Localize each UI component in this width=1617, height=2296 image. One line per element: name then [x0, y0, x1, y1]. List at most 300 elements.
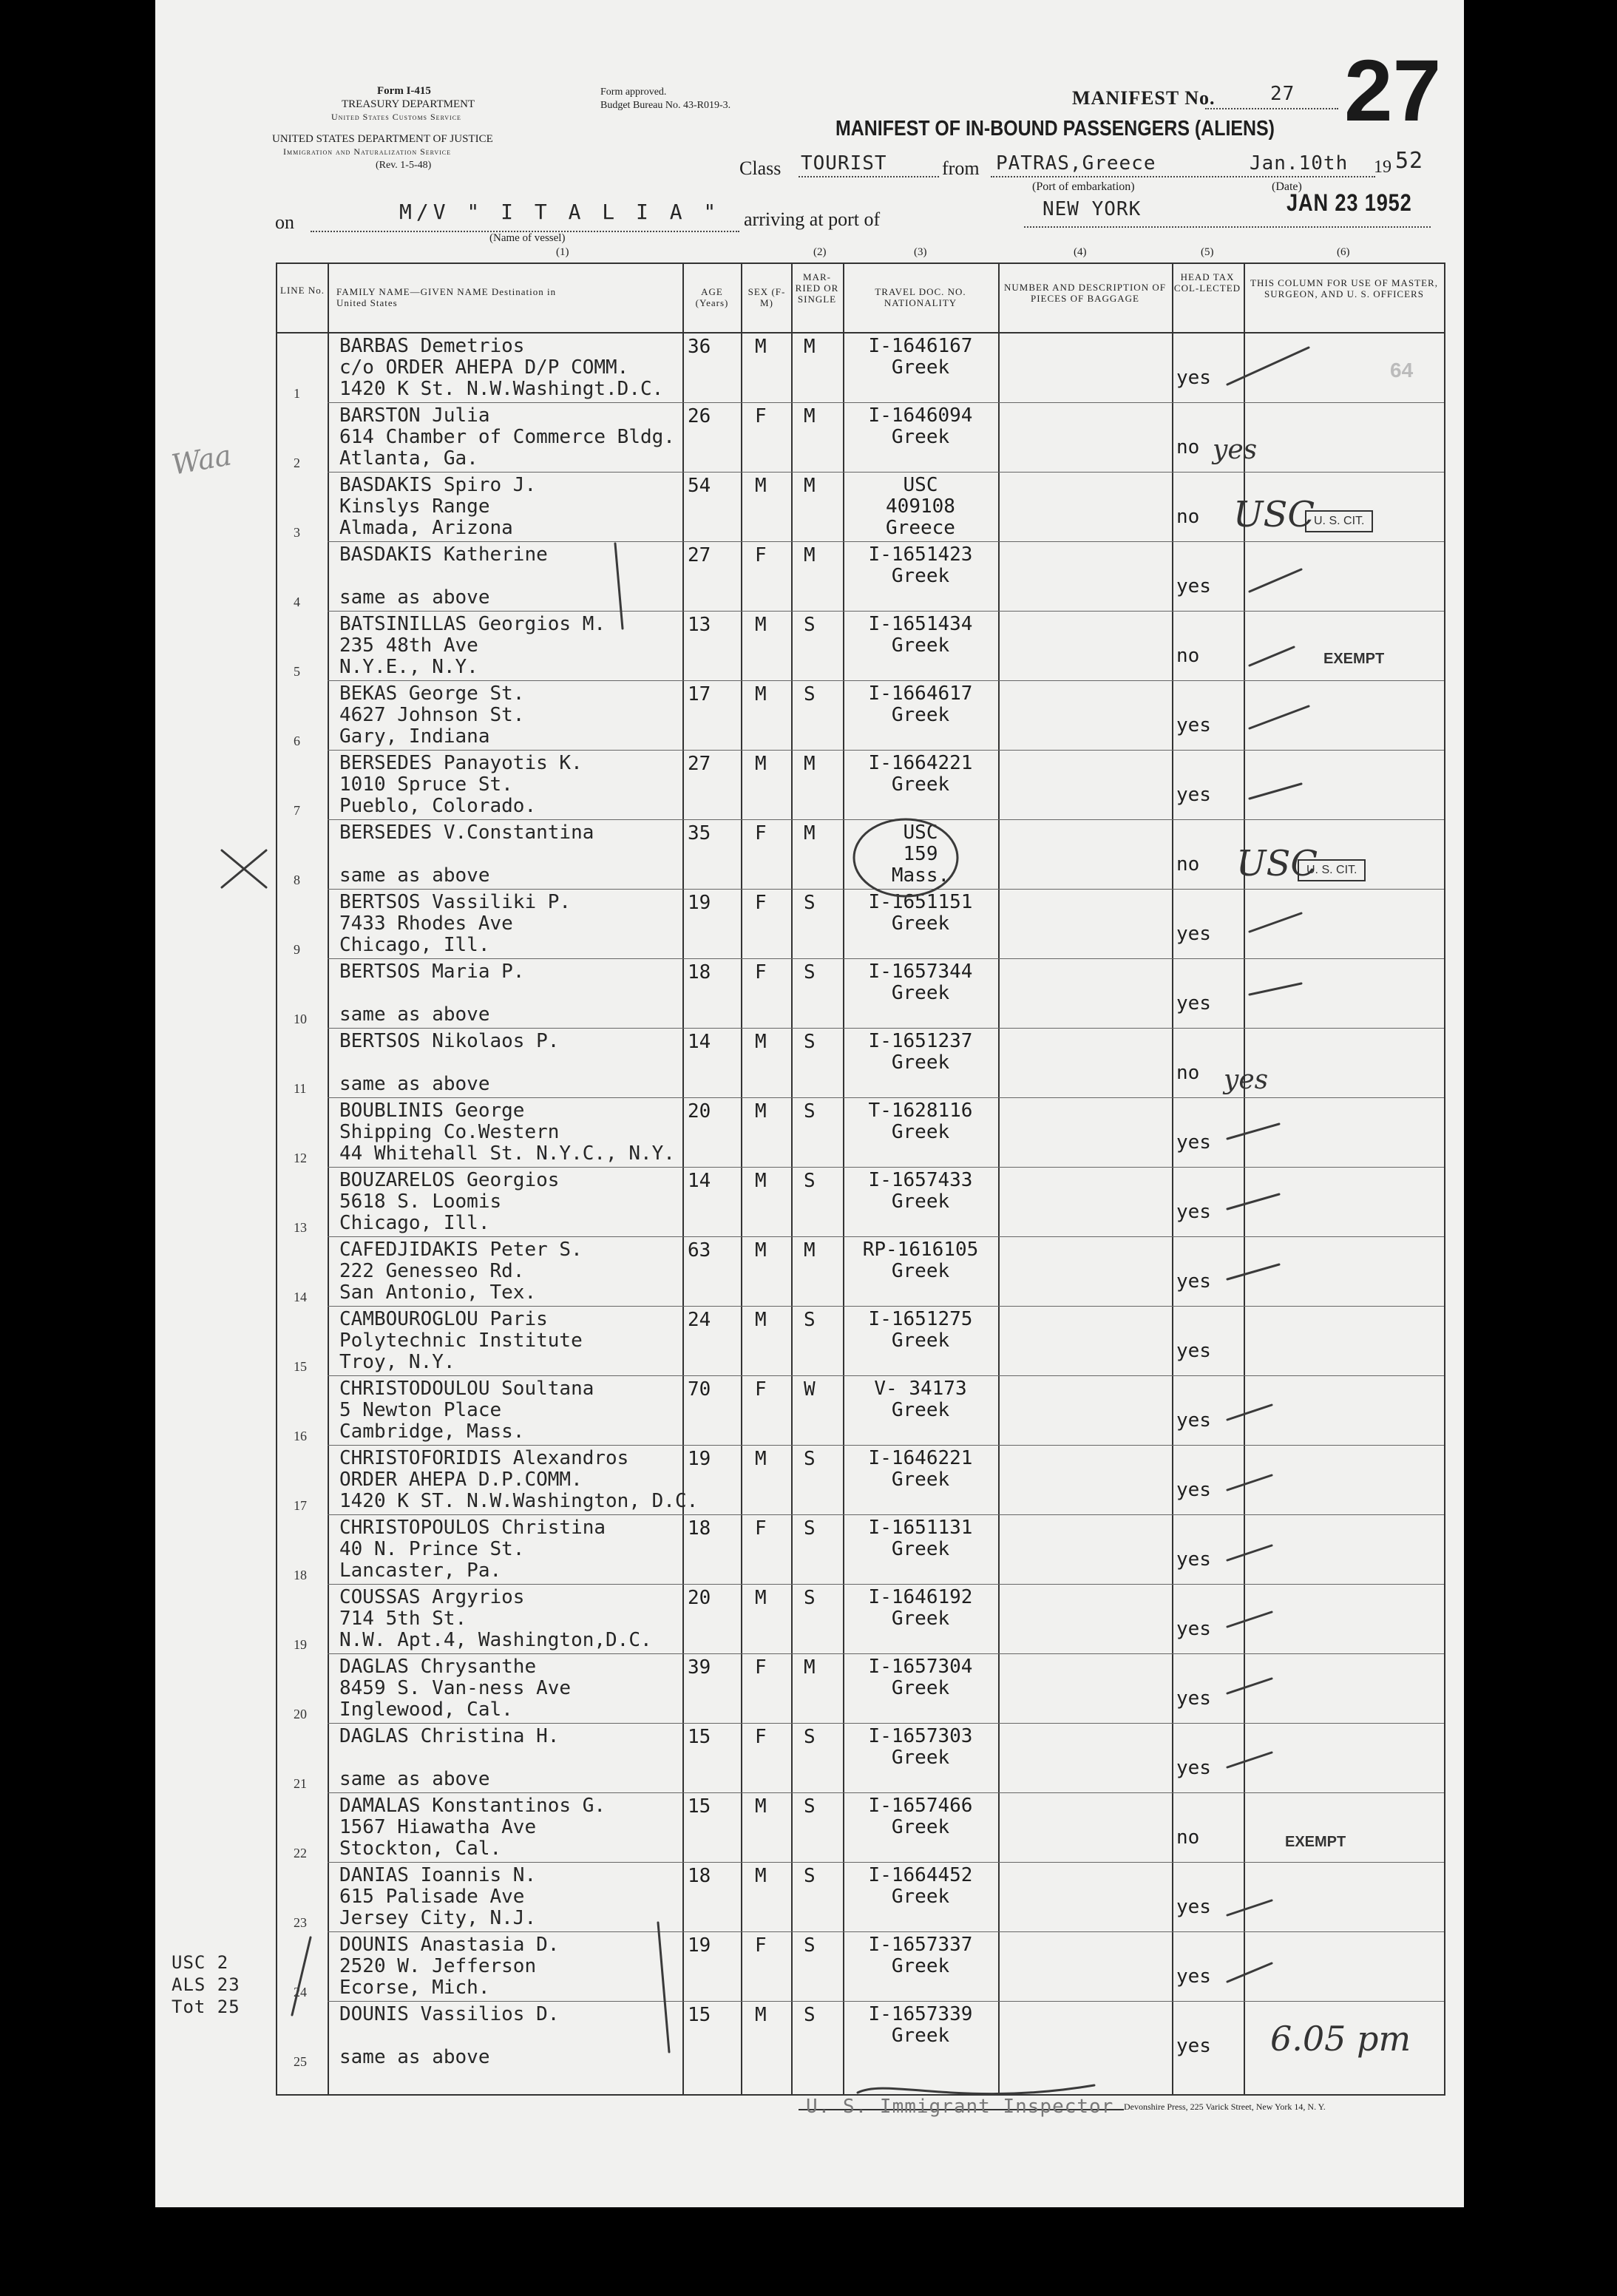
arriving-label: arriving at port of [744, 209, 881, 230]
travel-doc-line: I-1651237 [868, 1030, 973, 1052]
manifest-number-handwritten: 27 [1344, 42, 1442, 140]
sex-cell: F [755, 1378, 767, 1401]
marital-cell: S [804, 1309, 816, 1331]
name-line: 614 Chamber of Commerce Bldg. [339, 426, 675, 448]
marital-cell: M [804, 1239, 816, 1262]
line-number: 20 [294, 1707, 307, 1721]
handwritten-usc: USC [1236, 843, 1318, 884]
name-line: 44 Whitehall St. N.Y.C., N.Y. [339, 1142, 675, 1165]
name-line: DANIAS Ioannis N. [339, 1864, 537, 1886]
name-line: CHRISTOFORIDIS Alexandros [339, 1447, 629, 1469]
name-line: Troy, N.Y. [339, 1351, 455, 1373]
marital-cell: S [804, 1587, 816, 1609]
col-header-travel-doc: TRAVEL DOC. NO. NATIONALITY [875, 286, 966, 308]
inspector-caption: U. S. Immigrant Inspector [806, 2096, 1114, 2118]
head-tax-cell: yes [1176, 992, 1211, 1015]
line-number: 6 [294, 734, 300, 748]
sex-cell: M [755, 1448, 767, 1470]
line-number: 1 [294, 386, 300, 401]
head-tax-cell: yes [1176, 1618, 1211, 1640]
name-line: same as above [339, 1073, 490, 1095]
travel-doc-line: V- 34173 [874, 1378, 967, 1400]
name-line: Pueblo, Colorado. [339, 795, 537, 817]
marital-cell: S [804, 614, 816, 636]
name-line: 1420 K ST. N.W.Washington, D.C. [339, 1490, 699, 1512]
name-line: San Antonio, Tex. [339, 1281, 537, 1304]
marital-cell: S [804, 2004, 816, 2026]
col-header-line-no: LINE No. [280, 285, 325, 296]
name-line: Lancaster, Pa. [339, 1560, 502, 1582]
head-tax-cell: yes [1176, 923, 1211, 945]
form-number: Form I-415 [377, 85, 431, 97]
marital-cell: S [804, 1726, 816, 1748]
sex-cell: M [755, 1100, 767, 1122]
name-line: CHRISTODOULOU Soultana [339, 1378, 594, 1400]
name-line: BERTSOS Vassiliki P. [339, 891, 572, 913]
travel-doc-line: Greek [891, 1677, 950, 1699]
travel-doc-line: Greek [891, 426, 950, 448]
age-cell: 27 [688, 544, 711, 566]
name-line: same as above [339, 2046, 490, 2068]
travel-doc-line: I-1657337 [868, 1934, 973, 1956]
name-line: c/o ORDER AHEPA D/P COMM. [339, 356, 629, 379]
form-revision: (Rev. 1-5-48) [376, 160, 432, 171]
sex-cell: F [755, 1726, 767, 1748]
name-line: BERSEDES Panayotis K. [339, 752, 583, 774]
age-cell: 15 [688, 2004, 711, 2026]
sex-cell: M [755, 1031, 767, 1053]
travel-doc-line: Greek [891, 982, 950, 1004]
date-caption: (Date) [1272, 180, 1302, 193]
col-header-sex: SEX (F-M) [748, 286, 786, 308]
age-cell: 18 [688, 961, 711, 983]
name-line: CAFEDJIDAKIS Peter S. [339, 1239, 583, 1261]
name-line: N.Y.E., N.Y. [339, 656, 478, 678]
name-line: 5 Newton Place [339, 1399, 502, 1421]
port-embarkation-caption: (Port of embarkation) [1032, 180, 1135, 193]
manifest-no-label: MANIFEST No. [1072, 87, 1216, 109]
manifest-title: MANIFEST OF IN-BOUND PASSENGERS (ALIENS) [835, 117, 1275, 140]
marital-cell: S [804, 1795, 816, 1818]
travel-doc-line: Mass. [891, 864, 950, 887]
name-line: Gary, Indiana [339, 725, 490, 748]
head-tax-cell: no [1176, 645, 1200, 667]
age-cell: 27 [688, 753, 711, 775]
sex-cell: M [755, 1865, 767, 1887]
age-cell: 13 [688, 614, 711, 636]
page-number: 64 [1390, 359, 1414, 382]
name-line: BARSTON Julia [339, 404, 490, 427]
marital-cell: M [804, 336, 816, 358]
head-tax-cell: no [1176, 436, 1200, 458]
from-label: from [942, 158, 980, 179]
class-label: Class [739, 158, 782, 179]
travel-doc-line: I-1657344 [868, 961, 973, 983]
printer-line: Devonshire Press, 225 Varick Street, New York 14, N. Y. [1124, 2102, 1326, 2112]
head-tax-cell: yes [1176, 1687, 1211, 1710]
age-cell: 15 [688, 1726, 711, 1748]
age-cell: 17 [688, 683, 711, 705]
col-header-baggage: NUMBER AND DESCRIPTION OF PIECES OF BAGGAGE [1004, 282, 1166, 304]
name-line: same as above [339, 586, 490, 609]
line-number: 9 [294, 942, 300, 957]
name-line: BERSEDES V.Constantina [339, 822, 594, 844]
vessel-caption: (Name of vessel) [489, 232, 566, 244]
travel-doc-line: Greek [891, 1121, 950, 1143]
name-line: DAGLAS Christina H. [339, 1725, 560, 1747]
sex-cell: M [755, 1239, 767, 1262]
line-number: 18 [294, 1568, 307, 1582]
name-line: Ecorse, Mich. [339, 1977, 490, 1999]
travel-doc-line: RP-1616105 [862, 1239, 979, 1261]
age-cell: 70 [688, 1378, 711, 1401]
sex-cell: M [755, 683, 767, 705]
col-num-5: (5) [1201, 246, 1214, 258]
marital-cell: M [804, 544, 816, 566]
head-tax-cell: yes [1176, 1757, 1211, 1779]
marital-cell: M [804, 405, 816, 427]
travel-doc-line: Greek [891, 2025, 950, 2047]
us-citizen-stamp: U. S. CIT. [1305, 510, 1373, 532]
tally-usc: USC 2 [172, 1952, 229, 1973]
name-line: 1567 Hiawatha Ave [339, 1816, 537, 1838]
name-line: Almada, Arizona [339, 517, 513, 539]
sex-cell: F [755, 1656, 767, 1679]
age-cell: 15 [688, 1795, 711, 1818]
col-header-name: FAMILY NAME—GIVEN NAME Destination in United States [336, 286, 557, 308]
col-num-1: (1) [556, 246, 569, 258]
travel-doc-line: I-1651151 [868, 891, 973, 913]
name-line: BOUBLINIS George [339, 1100, 525, 1122]
head-tax-cell: yes [1176, 1965, 1211, 1988]
age-cell: 39 [688, 1656, 711, 1679]
name-line: same as above [339, 864, 490, 887]
travel-doc-line: Greek [891, 1330, 950, 1352]
age-cell: 14 [688, 1170, 711, 1192]
travel-doc-line: T-1628116 [868, 1100, 973, 1122]
exempt-stamp: EXEMPT [1285, 1834, 1346, 1850]
line-number: 2 [294, 456, 300, 470]
travel-doc-line: Greek [891, 1260, 950, 1282]
marital-cell: S [804, 892, 816, 914]
travel-doc-line: Greek [891, 565, 950, 587]
manifest-number: 27 [1270, 83, 1295, 105]
travel-doc-line: Greek [891, 1955, 950, 1977]
handwritten-usc: USC [1233, 494, 1315, 535]
name-line: 235 48th Ave [339, 634, 478, 657]
name-line: 222 Genesseo Rd. [339, 1260, 525, 1282]
head-tax-cell: yes [1176, 367, 1211, 389]
name-line: Inglewood, Cal. [339, 1699, 513, 1721]
travel-doc-line: Greece [886, 517, 955, 539]
marital-cell: S [804, 683, 816, 705]
marital-cell: S [804, 1170, 816, 1192]
head-tax-cell: yes [1176, 1548, 1211, 1571]
line-number: 25 [294, 2054, 307, 2069]
age-cell: 18 [688, 1517, 711, 1540]
name-line: same as above [339, 1768, 490, 1790]
line-number: 4 [294, 595, 300, 609]
travel-doc-line: I-1657303 [868, 1725, 973, 1747]
age-cell: 63 [688, 1239, 711, 1262]
marital-cell: S [804, 961, 816, 983]
on-label: on [275, 211, 294, 233]
marital-cell: S [804, 1934, 816, 1957]
name-line: 714 5th St. [339, 1608, 467, 1630]
name-line: 5618 S. Loomis [339, 1191, 502, 1213]
sex-cell: M [755, 1170, 767, 1192]
head-tax-cell: yes [1176, 2035, 1211, 2057]
name-line: Polytechnic Institute [339, 1330, 583, 1352]
line-number: 14 [294, 1290, 307, 1304]
name-line: BERTSOS Maria P. [339, 961, 525, 983]
head-tax-cell: no [1176, 1826, 1200, 1849]
head-tax-cell: yes [1176, 1409, 1211, 1432]
name-line: BATSINILLAS Georgios M. [339, 613, 606, 635]
head-tax-cell: yes [1176, 1340, 1211, 1362]
name-line: Stockton, Cal. [339, 1838, 502, 1860]
line-number: 10 [294, 1012, 307, 1026]
name-line: 7433 Rhodes Ave [339, 912, 513, 935]
col-num-2: (2) [813, 246, 827, 258]
sex-cell: M [755, 475, 767, 497]
travel-doc-line: I-1657433 [868, 1169, 973, 1191]
name-line: DAMALAS Konstantinos G. [339, 1795, 606, 1817]
travel-doc-line: I-1646221 [868, 1447, 973, 1469]
sex-cell: F [755, 822, 767, 844]
name-line: Atlanta, Ga. [339, 447, 478, 470]
sex-cell: M [755, 753, 767, 775]
line-number: 3 [294, 525, 300, 540]
marital-cell: M [804, 822, 816, 844]
sex-cell: M [755, 614, 767, 636]
exempt-stamp: EXEMPT [1323, 651, 1385, 667]
name-line: CHRISTOPOULOS Christina [339, 1517, 606, 1539]
travel-doc-line: I-1664617 [868, 683, 973, 705]
travel-doc-line: Greek [891, 356, 950, 379]
name-line: Shipping Co.Western [339, 1121, 560, 1143]
line-number: 15 [294, 1359, 307, 1374]
name-line: BASDAKIS Spiro J. [339, 474, 537, 496]
name-line: BASDAKIS Katherine [339, 543, 548, 566]
embarkation-date: Jan.10th [1250, 152, 1349, 175]
head-tax-cell: yes [1176, 575, 1211, 597]
line-number: 11 [294, 1081, 307, 1096]
head-tax-cell: yes [1176, 784, 1211, 806]
name-line: 2520 W. Jefferson [339, 1955, 537, 1977]
travel-doc-line: Greek [891, 773, 950, 796]
sex-cell: M [755, 2004, 767, 2026]
sex-cell: M [755, 1587, 767, 1609]
marital-cell: M [804, 475, 816, 497]
sex-cell: F [755, 892, 767, 914]
travel-doc-line: Greek [891, 1608, 950, 1630]
class-value: TOURIST [801, 152, 887, 175]
travel-doc-line: I-1651275 [868, 1308, 973, 1330]
name-line: BARBAS Demetrios [339, 335, 525, 357]
marital-cell: M [804, 753, 816, 775]
head-tax-cell: yes [1176, 1201, 1211, 1223]
travel-doc-line: I-1651434 [868, 613, 973, 635]
marital-cell: S [804, 1865, 816, 1887]
name-line: Cambridge, Mass. [339, 1420, 525, 1443]
col-header-head-tax: HEAD TAX COL-LECTED [1173, 271, 1241, 294]
sex-cell: F [755, 1934, 767, 1957]
line-number: 24 [294, 1985, 307, 1999]
head-tax-cell: no [1176, 506, 1200, 528]
sex-cell: M [755, 1795, 767, 1818]
handwritten-yes: yes [1213, 435, 1258, 465]
line-number: 5 [294, 664, 300, 679]
doj-title: UNITED STATES DEPARTMENT OF JUSTICE [272, 133, 493, 145]
travel-doc-line: I-1657339 [868, 2003, 973, 2025]
name-line: ORDER AHEPA D.P.COMM. [339, 1469, 583, 1491]
name-line: Kinslys Range [339, 495, 490, 518]
line-number: 22 [294, 1846, 307, 1860]
us-citizen-stamp: U. S. CIT. [1298, 859, 1366, 881]
head-tax-cell: yes [1176, 1479, 1211, 1501]
travel-doc-line: 409108 [886, 495, 955, 518]
name-line: DOUNIS Anastasia D. [339, 1934, 560, 1956]
age-cell: 20 [688, 1100, 711, 1122]
head-tax-cell: no [1176, 1062, 1200, 1084]
travel-doc-line: I-1657466 [868, 1795, 973, 1817]
line-number: 23 [294, 1915, 307, 1930]
name-line: BERTSOS Nikolaos P. [339, 1030, 560, 1052]
travel-doc-line: I-1646192 [868, 1586, 973, 1608]
sex-cell: M [755, 336, 767, 358]
marital-cell: W [804, 1378, 816, 1401]
travel-doc-line: Greek [891, 1469, 950, 1491]
sex-cell: F [755, 405, 767, 427]
col-num-3: (3) [914, 246, 927, 258]
travel-doc-line: I-1646094 [868, 404, 973, 427]
line-number: 19 [294, 1637, 307, 1652]
travel-doc-line: USC [903, 822, 938, 844]
travel-doc-line: Greek [891, 1191, 950, 1213]
sex-cell: M [755, 1309, 767, 1331]
col-header-married: MAR-RIED OR SINGLE [795, 271, 839, 305]
age-cell: 24 [688, 1309, 711, 1331]
head-tax-cell: yes [1176, 1270, 1211, 1293]
age-cell: 19 [688, 892, 711, 914]
form-approved: Form approved. [600, 87, 667, 98]
travel-doc-line: Greek [891, 1816, 950, 1838]
tally-total: Tot 25 [172, 1997, 240, 2017]
handwritten-yes: yes [1224, 1065, 1269, 1095]
head-tax-cell: yes [1176, 1896, 1211, 1918]
marital-cell: S [804, 1100, 816, 1122]
age-cell: 35 [688, 822, 711, 844]
name-line: same as above [339, 1003, 490, 1026]
treasury-dept: TREASURY DEPARTMENT [342, 98, 475, 110]
sex-cell: F [755, 961, 767, 983]
name-line: Jersey City, N.J. [339, 1907, 537, 1929]
name-line: 40 N. Prince St. [339, 1538, 525, 1560]
name-line: COUSSAS Argyrios [339, 1586, 525, 1608]
travel-doc-line: 159 [903, 843, 938, 865]
year-suffix: 52 [1395, 148, 1424, 174]
name-line: DAGLAS Chrysanthe [339, 1656, 537, 1678]
head-tax-cell: no [1176, 853, 1200, 876]
col-header-officers: THIS COLUMN FOR USE OF MASTER, SURGEON, AND U. S. OFFICERS [1250, 277, 1438, 299]
port-arrival: NEW YORK [1043, 198, 1142, 220]
col-num-6: (6) [1337, 246, 1350, 258]
age-cell: 54 [688, 475, 711, 497]
travel-doc-line: I-1651423 [868, 543, 973, 566]
vessel-name: M/V " I T A L I A " [399, 200, 721, 224]
travel-doc-line: Greek [891, 1538, 950, 1560]
line-number: 8 [294, 873, 300, 887]
name-line: 4627 Johnson St. [339, 704, 525, 726]
travel-doc-line: I-1657304 [868, 1656, 973, 1678]
name-line: 1010 Spruce St. [339, 773, 513, 796]
age-cell: 19 [688, 1934, 711, 1957]
line-number: 13 [294, 1220, 307, 1235]
name-line: 1420 K St. N.W.Washingt.D.C. [339, 378, 664, 400]
travel-doc-line: I-1646167 [868, 335, 973, 357]
name-line: N.W. Apt.4, Washington,D.C. [339, 1629, 652, 1651]
marital-cell: M [804, 1656, 816, 1679]
name-line: 8459 S. Van-ness Ave [339, 1677, 572, 1699]
ins-title: Immigration and Naturalization Service [283, 146, 452, 157]
col-num-4: (4) [1074, 246, 1087, 258]
name-line: Chicago, Ill. [339, 934, 490, 956]
age-cell: 14 [688, 1031, 711, 1053]
sex-cell: F [755, 544, 767, 566]
name-line: 615 Palisade Ave [339, 1886, 525, 1908]
line-number: 7 [294, 803, 300, 818]
age-cell: 20 [688, 1587, 711, 1609]
age-cell: 26 [688, 405, 711, 427]
head-tax-cell: yes [1176, 714, 1211, 736]
marital-cell: S [804, 1517, 816, 1540]
marital-cell: S [804, 1448, 816, 1470]
margin-note: Waa [169, 438, 234, 481]
travel-doc-line: Greek [891, 1886, 950, 1908]
name-line: CAMBOUROGLOU Paris [339, 1308, 548, 1330]
customs-service: United States Customs Service [331, 112, 461, 122]
travel-doc-line: I-1651131 [868, 1517, 973, 1539]
age-cell: 36 [688, 336, 711, 358]
travel-doc-line: Greek [891, 1747, 950, 1769]
line-number: 21 [294, 1776, 307, 1791]
travel-doc-line: USC [903, 474, 938, 496]
head-tax-cell: yes [1176, 1131, 1211, 1154]
travel-doc-line: I-1664221 [868, 752, 973, 774]
line-number: 12 [294, 1151, 307, 1165]
travel-doc-line: Greek [891, 1399, 950, 1421]
handwritten-time: 6.05 pm [1270, 2019, 1411, 2059]
sex-cell: F [755, 1517, 767, 1540]
name-line: DOUNIS Vassilios D. [339, 2003, 560, 2025]
name-line: BOUZARELOS Georgios [339, 1169, 560, 1191]
age-cell: 18 [688, 1865, 711, 1887]
travel-doc-line: Greek [891, 912, 950, 935]
budget-bureau: Budget Bureau No. 43-R019-3. [600, 100, 731, 111]
travel-doc-line: I-1664452 [868, 1864, 973, 1886]
arrival-date-stamp: JAN 23 1952 [1287, 189, 1412, 216]
travel-doc-line: Greek [891, 704, 950, 726]
col-header-age: AGE (Years) [695, 286, 729, 308]
travel-doc-line: Greek [891, 1052, 950, 1074]
travel-doc-line: Greek [891, 634, 950, 657]
age-cell: 19 [688, 1448, 711, 1470]
year-prefix: 19 [1374, 158, 1391, 177]
name-line: BEKAS George St. [339, 683, 525, 705]
line-number: 17 [294, 1498, 307, 1513]
tally-als: ALS 23 [172, 1974, 240, 1995]
